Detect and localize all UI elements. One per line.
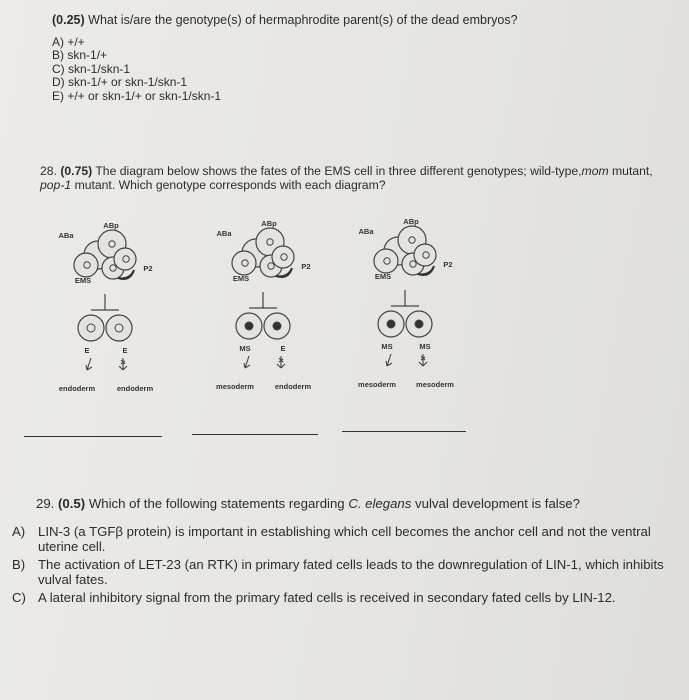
arrow-left-icon xyxy=(386,354,392,366)
answer-line-1[interactable] xyxy=(24,436,162,437)
question-29-title: 29. (0.5) Which of the following statements regarding C. elegans vulval development is false? xyxy=(36,496,580,511)
daughter-left-cell xyxy=(78,315,104,341)
arrow-right-icon xyxy=(119,358,127,370)
question-27-option-b[interactable]: B) skn-1/+ xyxy=(52,48,108,62)
cell-ems xyxy=(74,253,98,277)
label-left-fate: mesoderm xyxy=(216,382,254,391)
question-28-points: (0.75) xyxy=(60,164,93,178)
label-left-fate: endoderm xyxy=(58,384,96,393)
cell-right xyxy=(114,248,136,270)
question-29-option-c[interactable]: C) A lateral inhibitory signal from the primary fated cells is received in secondary fated cells by LIN-12. xyxy=(12,589,616,605)
label-right-fate: endoderm xyxy=(274,382,312,391)
question-27 xyxy=(52,14,518,103)
arrow-right-icon xyxy=(419,354,427,366)
question-27-points: (0.25) xyxy=(52,13,85,27)
label-left-daughter: MS xyxy=(239,344,251,353)
label-right-fate: mesoderm xyxy=(416,380,454,389)
question-27-option-a[interactable]: A) +/+ xyxy=(52,34,85,49)
cell-right xyxy=(272,246,294,268)
label-right-daughter: MS xyxy=(419,342,431,351)
answer-line-3[interactable] xyxy=(342,431,466,432)
question-27-title xyxy=(52,14,518,28)
label-aba: ABa xyxy=(58,231,74,240)
daughter-right-nucleus xyxy=(415,320,423,328)
label-p2: P2 xyxy=(443,260,453,269)
answer-line-2[interactable] xyxy=(192,434,318,435)
label-right-fate: endoderm xyxy=(116,384,154,393)
label-abp: ABp xyxy=(261,219,277,228)
label-left-fate: mesoderm xyxy=(358,380,396,389)
daughter-right-nucleus xyxy=(273,322,281,330)
cell-ems xyxy=(232,251,256,275)
question-29-option-b[interactable]: B) The activation of LET-23 (an RTK) in primary fated cells leads to the downregulation of LIN-1, which inhibits vulval fates. xyxy=(12,556,664,587)
label-p2: P2 xyxy=(143,264,153,273)
daughter-right-cell xyxy=(106,315,132,341)
daughter-left-nucleus xyxy=(387,320,395,328)
label-left-daughter: E xyxy=(84,346,90,355)
label-left-daughter: MS xyxy=(381,342,393,351)
arrow-right-icon xyxy=(277,356,285,368)
cell-ems xyxy=(374,249,398,273)
arrow-left-icon xyxy=(244,356,250,368)
label-aba: ABa xyxy=(358,227,374,236)
question-28-number: 28. xyxy=(40,164,57,178)
label-ems: EMS xyxy=(74,276,92,285)
label-ems: EMS xyxy=(232,274,250,283)
label-right-daughter: E xyxy=(122,346,128,355)
label-abp: ABp xyxy=(103,221,119,230)
label-aba: ABa xyxy=(216,229,232,238)
label-right-daughter: E xyxy=(280,344,286,353)
question-29-option-a[interactable]: A) LIN-3 (a TGFβ protein) is important in establishing which cell becomes the anchor cell and not the ventral uterine cell. xyxy=(12,523,651,554)
ems-fate-diagrams-svg xyxy=(38,212,678,452)
label-p2: P2 xyxy=(301,262,311,271)
question-27-text: What is/are the genotype(s) of hermaphrodite parent(s) of the dead embryos? xyxy=(88,13,518,27)
question-28: 28. (0.75) The diagram below shows the fates of the EMS cell in three different genotypes; wild-type,mom mutant, pop-1 mutant. Which genotype corresponds with each diagram? xyxy=(40,164,653,192)
daughter-left-nucleus xyxy=(245,322,253,330)
label-ems: EMS xyxy=(374,272,392,281)
question-27-option-d[interactable]: D) skn-1/+ or skn-1/skn-1 xyxy=(52,75,188,89)
cell-right xyxy=(414,244,436,266)
question-27-option-e[interactable]: E) +/+ or skn-1/+ or skn-1/skn-1 xyxy=(52,88,222,103)
arrow-left-icon xyxy=(86,358,92,370)
question-27-option-c[interactable]: C) skn-1/skn-1 xyxy=(52,61,131,76)
question-29 xyxy=(12,496,688,607)
label-abp: ABp xyxy=(403,217,419,226)
ems-fate-diagrams xyxy=(38,212,678,452)
